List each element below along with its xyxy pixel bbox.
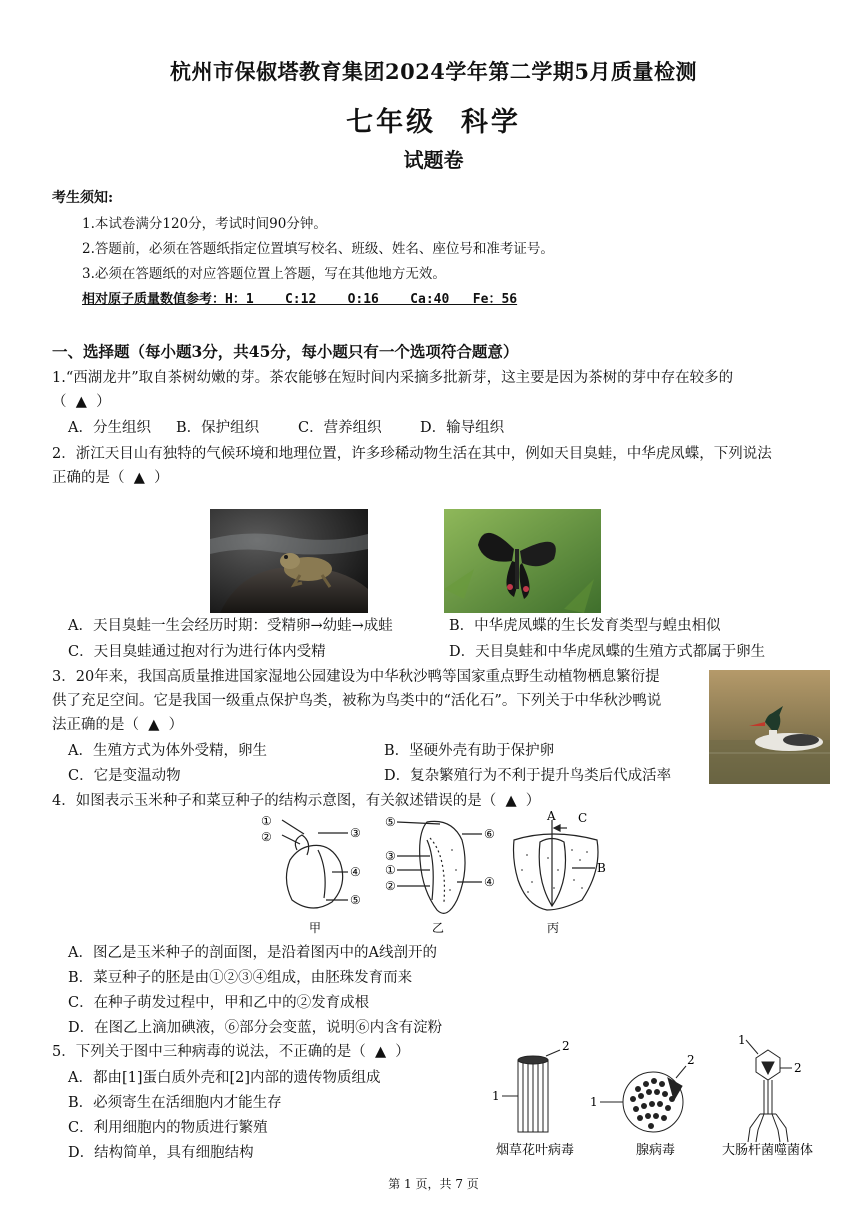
tmv-caption: 烟草花叶病毒 xyxy=(496,1143,575,1158)
butterfly-photo xyxy=(444,509,601,613)
adenovirus-caption: 腺病毒 xyxy=(636,1143,676,1158)
bean-seed-outline xyxy=(286,845,342,908)
phage-mark-2: 2 xyxy=(794,1061,802,1075)
q4-stem: 4．如图表示玉米种子和菜豆种子的结构示意图，有关叙述错误的是（ ▲ ） xyxy=(52,793,541,809)
notice-item-3: 3.必须在答题纸的对应答题位置上答题，写在其他地方无效。 xyxy=(82,266,446,282)
q3-stem-line1: 3．20年来，我国高质量推进国家湿地公园建设为中华秋沙鸭等国家重点野生动植物栖息繁衍提 xyxy=(52,669,660,685)
q5-option-c: C．利用细胞内的物质进行繁殖 xyxy=(68,1120,268,1136)
q1-blank: （ ▲ ） xyxy=(52,394,111,410)
q3-stem-line2: 供了充足空间。它是我国一级重点保护鸟类，被称为鸟类中的“活化石”。下列关于中华秋沙鸭说 xyxy=(52,693,662,709)
tmv-mark-2: 2 xyxy=(562,1039,570,1053)
q4-option-a: A．图乙是玉米种子的剖面图，是沿着图丙中的A线剖开的 xyxy=(68,945,437,961)
q2-option-b: B．中华虎凤蝶的生长发育类型与蝗虫相似 xyxy=(449,618,721,634)
fig-label-3a: ③ xyxy=(350,826,361,840)
fig-label-6b: ⑥ xyxy=(484,827,495,841)
fig-label-3b: ③ xyxy=(385,849,396,863)
q1-option-c: C．营养组织 xyxy=(298,420,382,436)
q4-option-b: B．菜豆种子的胚是由①②③④组成，由胚珠发育而来 xyxy=(68,970,413,986)
q1-option-d: D．输导组织 xyxy=(420,420,505,436)
virus-diagram xyxy=(488,1034,828,1160)
fig-caption-jia: 甲 xyxy=(309,921,322,935)
q2-stem-line2: 正确的是（ ▲ ） xyxy=(52,470,169,486)
fig-label-4a: ④ xyxy=(350,865,361,879)
frog-photo xyxy=(210,509,368,613)
phage-caption: 大肠杆菌噬菌体 xyxy=(722,1143,814,1158)
fig-label-5a: ⑤ xyxy=(350,893,361,907)
q4-option-c: C．在种子萌发过程中，甲和乙中的②发育成根 xyxy=(68,995,370,1011)
q1-stem: 1.“西湖龙井”取自茶树幼嫩的芽。茶农能够在短时间内采摘多批新芽，这主要是因为茶树的芽中存在较多的 xyxy=(52,370,734,386)
phage-mark-1: 1 xyxy=(738,1034,746,1047)
q5-option-d: D．结构简单，具有细胞结构 xyxy=(68,1145,254,1161)
fig-label-C: C xyxy=(578,811,588,825)
fig-label-A: A xyxy=(547,810,556,823)
adeno-mark-2: 2 xyxy=(687,1053,695,1067)
fig-label-1a: ① xyxy=(261,814,272,828)
q2-option-a: A．天目臭蛙一生会经历时期：受精卵→幼蛙→成蛙 xyxy=(68,618,393,634)
fig-label-B: B xyxy=(597,861,606,875)
q2-option-c: C．天目臭蛙通过抱对行为进行体内受精 xyxy=(68,644,326,660)
q2-option-d: D．天目臭蛙和中华虎凤蝶的生殖方式都属于卵生 xyxy=(449,644,766,660)
q1-option-a: A．分生组织 xyxy=(68,420,151,436)
adeno-mark-1: 1 xyxy=(590,1095,598,1109)
q3-option-a: A．生殖方式为体外受精，卵生 xyxy=(68,743,267,759)
paper-title: 试题卷 xyxy=(403,148,464,172)
q5-option-b: B．必须寄生在活细胞内才能生存 xyxy=(68,1095,282,1111)
fig-label-5b: ⑤ xyxy=(385,815,396,829)
fig-label-2b: ② xyxy=(385,879,396,893)
merganser-photo xyxy=(709,670,830,784)
atomic-mass-reference: 相对原子质量数值参考：H：1 C:12 O:16 Ca:40 Fe：56 xyxy=(82,292,518,307)
notice-item-1: 1.本试卷满分120分，考试时间90分钟。 xyxy=(82,216,327,232)
q5-option-a: A．都由[1]蛋白质外壳和[2]内部的遗传物质组成 xyxy=(68,1070,381,1086)
q3-option-c: C．它是变温动物 xyxy=(68,768,181,784)
fig-caption-yi: 乙 xyxy=(432,921,445,935)
section-heading: 一、选择题（每小题3分，共45分，每小题只有一个选项符合题意） xyxy=(52,342,519,361)
q3-stem-line3: 法正确的是（ ▲ ） xyxy=(52,717,184,733)
q5-stem: 5．下列关于图中三种病毒的说法，不正确的是（ ▲ ） xyxy=(52,1044,410,1060)
seed-structure-diagram xyxy=(252,810,612,940)
q2-stem-line1: 2．浙江天目山有独特的气候环境和地理位置，许多珍稀动物生活在其中，例如天目臭蛙，中华虎凤蝶，下列说法 xyxy=(52,446,772,462)
tmv-mark-1: 1 xyxy=(492,1089,500,1103)
q1-option-b: B．保护组织 xyxy=(176,420,260,436)
exam-title: 杭州市保俶塔教育集团2024学年第二学期5月质量检测 xyxy=(169,59,698,84)
notice-heading: 考生须知: xyxy=(52,190,114,206)
fig-label-4b: ④ xyxy=(484,875,495,889)
q4-option-d: D．在图乙上滴加碘液，⑥部分会变蓝，说明⑥内含有淀粉 xyxy=(68,1020,443,1036)
fig-label-2a: ② xyxy=(261,830,272,844)
q3-option-d: D．复杂繁殖行为不利于提升鸟类后代成活率 xyxy=(384,768,672,784)
q3-option-b: B．坚硬外壳有助于保护卵 xyxy=(384,743,555,759)
page-footer: 第 1 页，共 7 页 xyxy=(388,1177,479,1191)
fig-label-1b: ① xyxy=(385,863,396,877)
fig-caption-bing: 丙 xyxy=(547,921,560,935)
subject-title: 七年级 科学 xyxy=(346,107,521,138)
notice-item-2: 2.答题前，必须在答题纸指定位置填写校名、班级、姓名、座位号和准考证号。 xyxy=(82,241,554,257)
